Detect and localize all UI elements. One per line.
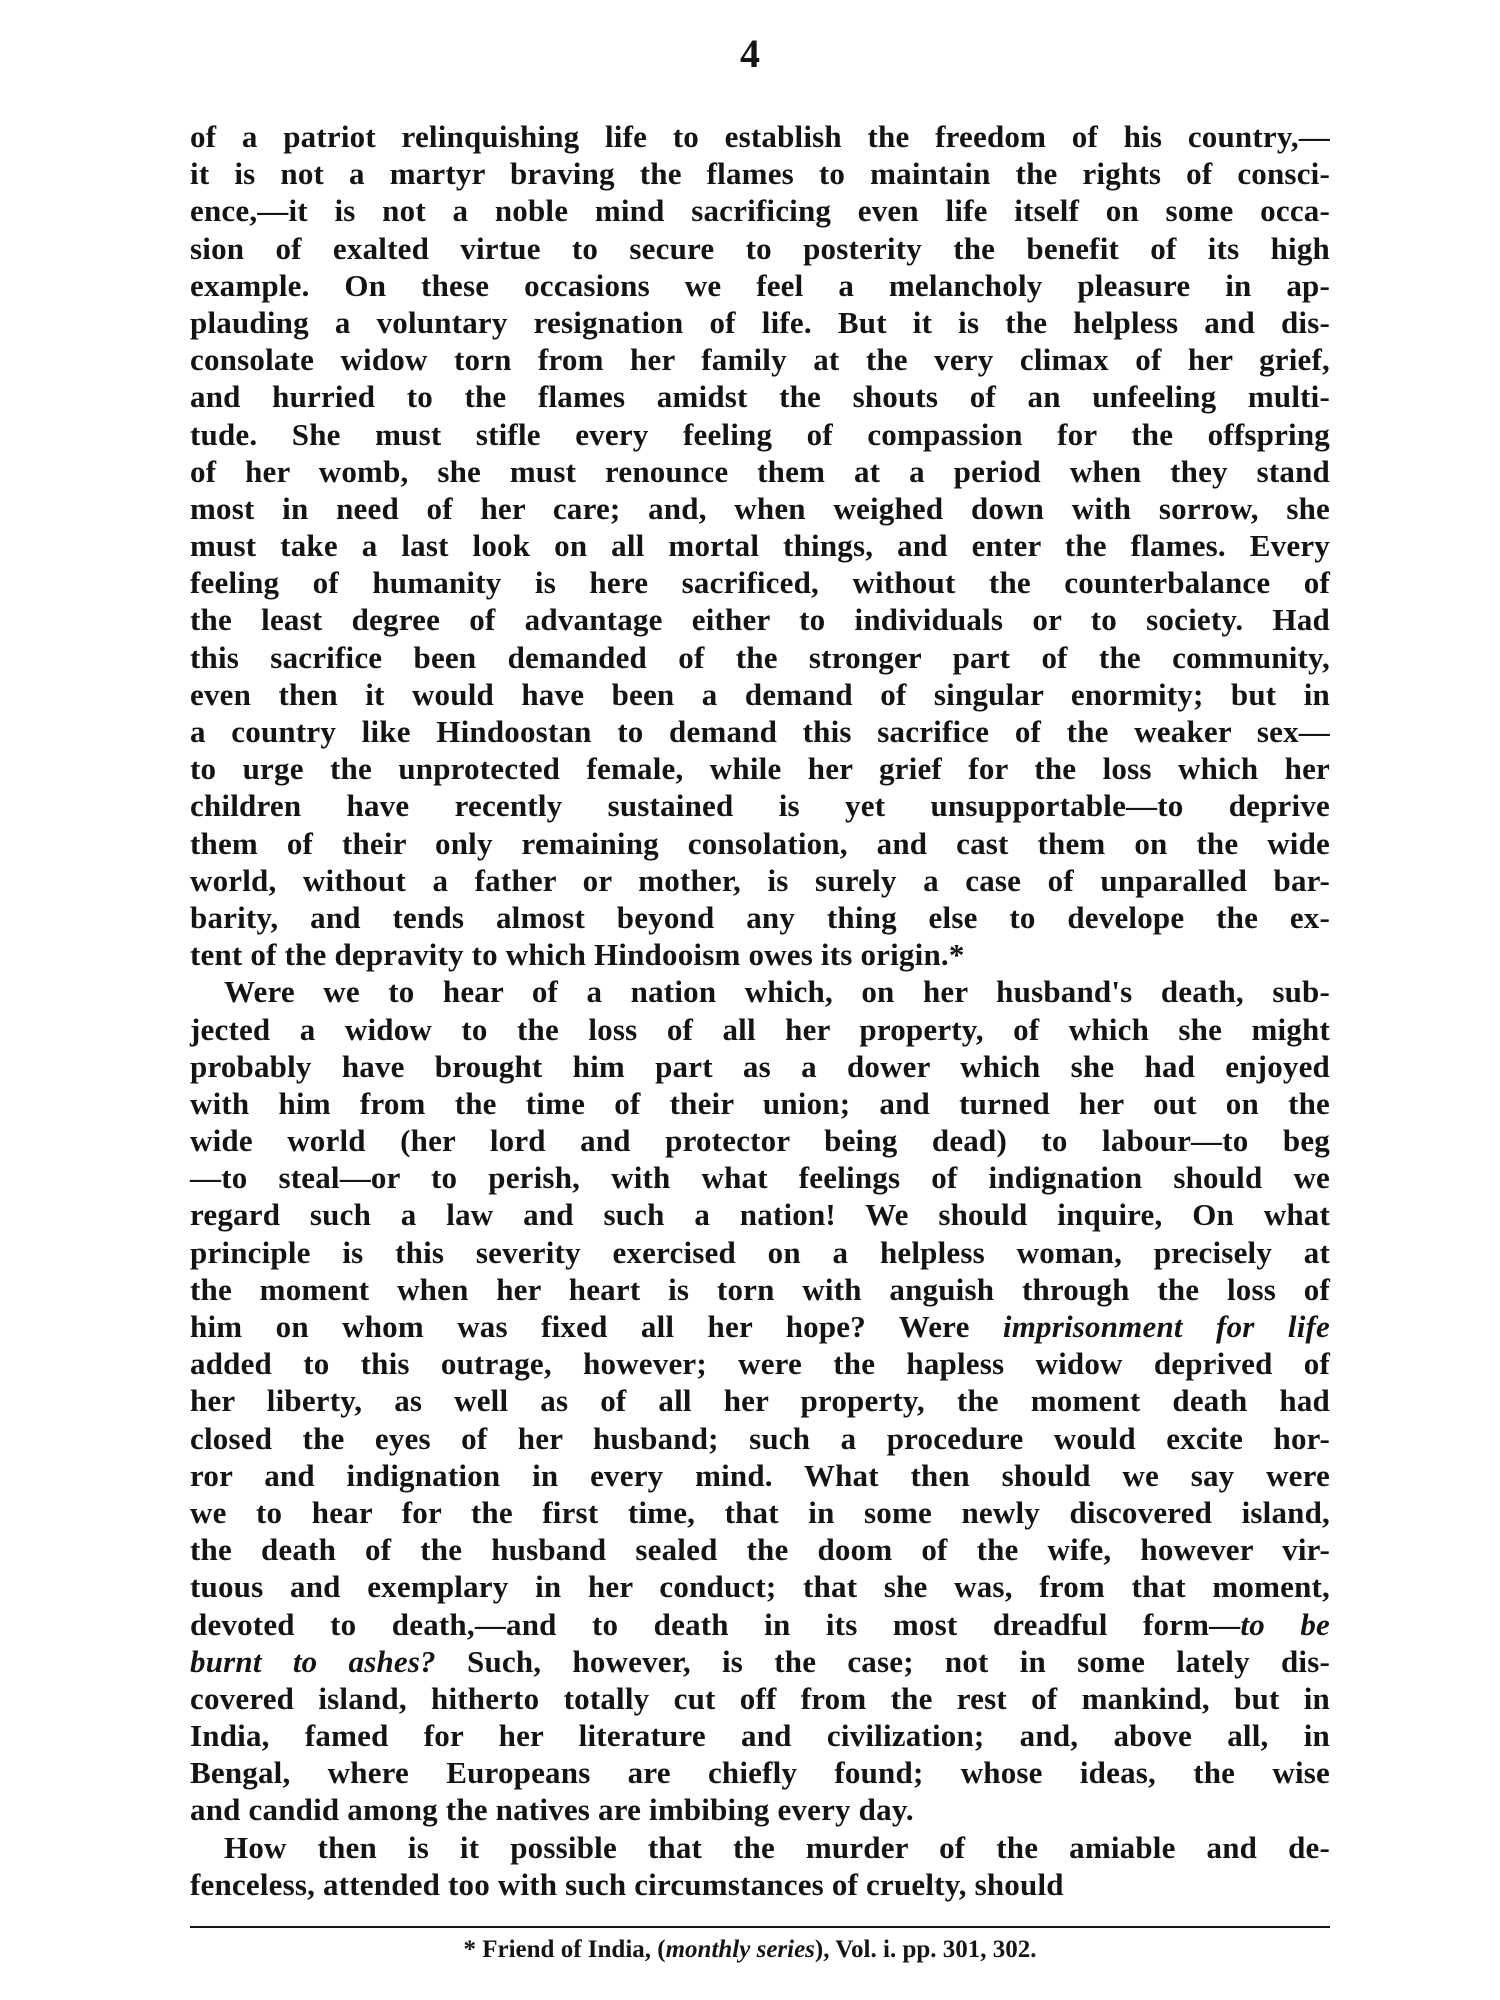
text-line: tuous and exemplary in her conduct; that she was, from that moment, bbox=[190, 1569, 1330, 1605]
text-line: the moment when her heart is torn with anguish through the loss of bbox=[190, 1271, 1330, 1307]
text-line: of a patriot relinquishing life to establish the freedom of his country,— bbox=[190, 119, 1330, 154]
text-line: burnt to ashes? Such, however, is the case; not in some lately dis- bbox=[190, 1643, 1330, 1679]
text-line: Were we to hear of a nation which, on her husband's death, sub- bbox=[224, 974, 1330, 1010]
text-line: How then is it possible that the murder of the amiable and de- bbox=[224, 1829, 1330, 1865]
text-line: him on whom was fixed all her hope? Were imprisonment for life bbox=[190, 1309, 1330, 1344]
text-line: the least degree of advantage either to individuals or to society. Had bbox=[190, 602, 1330, 638]
paragraph-1 bbox=[190, 118, 1330, 973]
text-line: most in need of her care; and, when weighed down with sorrow, she bbox=[190, 490, 1330, 526]
text-line: covered island, hitherto totally cut off from the rest of mankind, but in bbox=[190, 1680, 1330, 1716]
text-line: and candid among the natives are imbibing every day. bbox=[190, 1792, 914, 1828]
text-line: Bengal, where Europeans are chiefly found; whose ideas, the wise bbox=[190, 1755, 1330, 1791]
footnote-italic-text: monthly series bbox=[665, 1936, 815, 1963]
text-line: consolate widow torn from her family at the very climax of her grief, bbox=[190, 342, 1330, 378]
text-line: added to this outrage, however; were the hapless widow deprived of bbox=[190, 1346, 1330, 1382]
text-line: closed the eyes of her husband; such a procedure would excite hor- bbox=[190, 1420, 1330, 1456]
text-line: her liberty, as well as of all her property, the moment death had bbox=[190, 1383, 1330, 1419]
footnote bbox=[0, 1936, 1500, 1964]
text-line: feeling of humanity is here sacrificed, without the counterbalance of bbox=[190, 565, 1330, 601]
text-line: with him from the time of their union; and turned her out on the bbox=[190, 1085, 1330, 1121]
footnote-text-before: Friend of India, ( bbox=[482, 1936, 666, 1963]
text-line: principle is this severity exercised on a helpless woman, precisely at bbox=[190, 1234, 1330, 1270]
text-line: tent of the depravity to which Hindooism owes its origin.* bbox=[190, 937, 965, 973]
text-line: and hurried to the flames amidst the shouts of an unfeeling multi- bbox=[190, 379, 1330, 415]
text-line: to urge the unprotected female, while her grief for the loss which her bbox=[190, 751, 1330, 787]
text-line: even then it would have been a demand of singular enormity; but in bbox=[190, 676, 1330, 712]
text-line: fenceless, attended too with such circumstances of cruelty, should bbox=[190, 1866, 1064, 1902]
body-text bbox=[190, 118, 1330, 1903]
text-line: them of their only remaining consolation, and cast them on the wide bbox=[190, 825, 1330, 861]
text-line: jected a widow to the loss of all her property, of which she might bbox=[190, 1011, 1330, 1047]
text-line: it is not a martyr braving the flames to maintain the rights of consci- bbox=[190, 156, 1330, 192]
text-line: sion of exalted virtue to secure to posterity the benefit of its high bbox=[190, 230, 1330, 266]
text-line: barity, and tends almost beyond any thing else to develope the ex- bbox=[190, 899, 1330, 935]
text-line: —to steal—or to perish, with what feelings of indignation should we bbox=[190, 1160, 1330, 1196]
footnote-text-after: ), Vol. i. pp. 301, 302. bbox=[814, 1936, 1037, 1963]
text-line: must take a last look on all mortal things, and enter the flames. Every bbox=[190, 528, 1330, 564]
page-number: 4 bbox=[740, 31, 760, 76]
text-line: wide world (her lord and protector being dead) to labour—to beg bbox=[190, 1123, 1330, 1159]
paragraph-3 bbox=[190, 1829, 1330, 1903]
text-line: plauding a voluntary resignation of life. But it is the helpless and dis- bbox=[190, 304, 1330, 340]
text-line: devoted to death,—and to death in its most dreadful form—to be bbox=[190, 1606, 1330, 1642]
text-line: the death of the husband sealed the doom of the wife, however vir- bbox=[190, 1532, 1330, 1568]
text-line: regard such a law and such a nation! We should inquire, On what bbox=[190, 1197, 1330, 1233]
text-line: ence,—it is not a noble mind sacrificing even life itself on some occa- bbox=[190, 193, 1330, 229]
paragraph-2 bbox=[190, 973, 1330, 1828]
text-line: this sacrifice been demanded of the stronger part of the community, bbox=[190, 639, 1330, 675]
text-line: children have recently sustained is yet unsupportable—to deprive bbox=[190, 788, 1330, 824]
text-line: India, famed for her literature and civilization; and, above all, in bbox=[190, 1718, 1330, 1754]
text-line: ror and indignation in every mind. What then should we say were bbox=[190, 1457, 1330, 1493]
footnote-marker: * bbox=[463, 1936, 476, 1963]
text-line: world, without a father or mother, is surely a case of unparalled bar- bbox=[190, 862, 1330, 898]
text-line: we to hear for the first time, that in some newly discovered island, bbox=[190, 1494, 1330, 1530]
text-line: example. On these occasions we feel a melancholy pleasure in ap- bbox=[190, 267, 1330, 303]
text-line: of her womb, she must renounce them at a period when they stand bbox=[190, 453, 1330, 489]
text-line: tude. She must stifle every feeling of compassion for the offspring bbox=[190, 416, 1330, 452]
footnote-divider bbox=[190, 1926, 1330, 1928]
text-line: probably have brought him part as a dower which she had enjoyed bbox=[190, 1048, 1330, 1084]
text-line: a country like Hindoostan to demand this sacrifice of the weaker sex— bbox=[190, 714, 1330, 749]
